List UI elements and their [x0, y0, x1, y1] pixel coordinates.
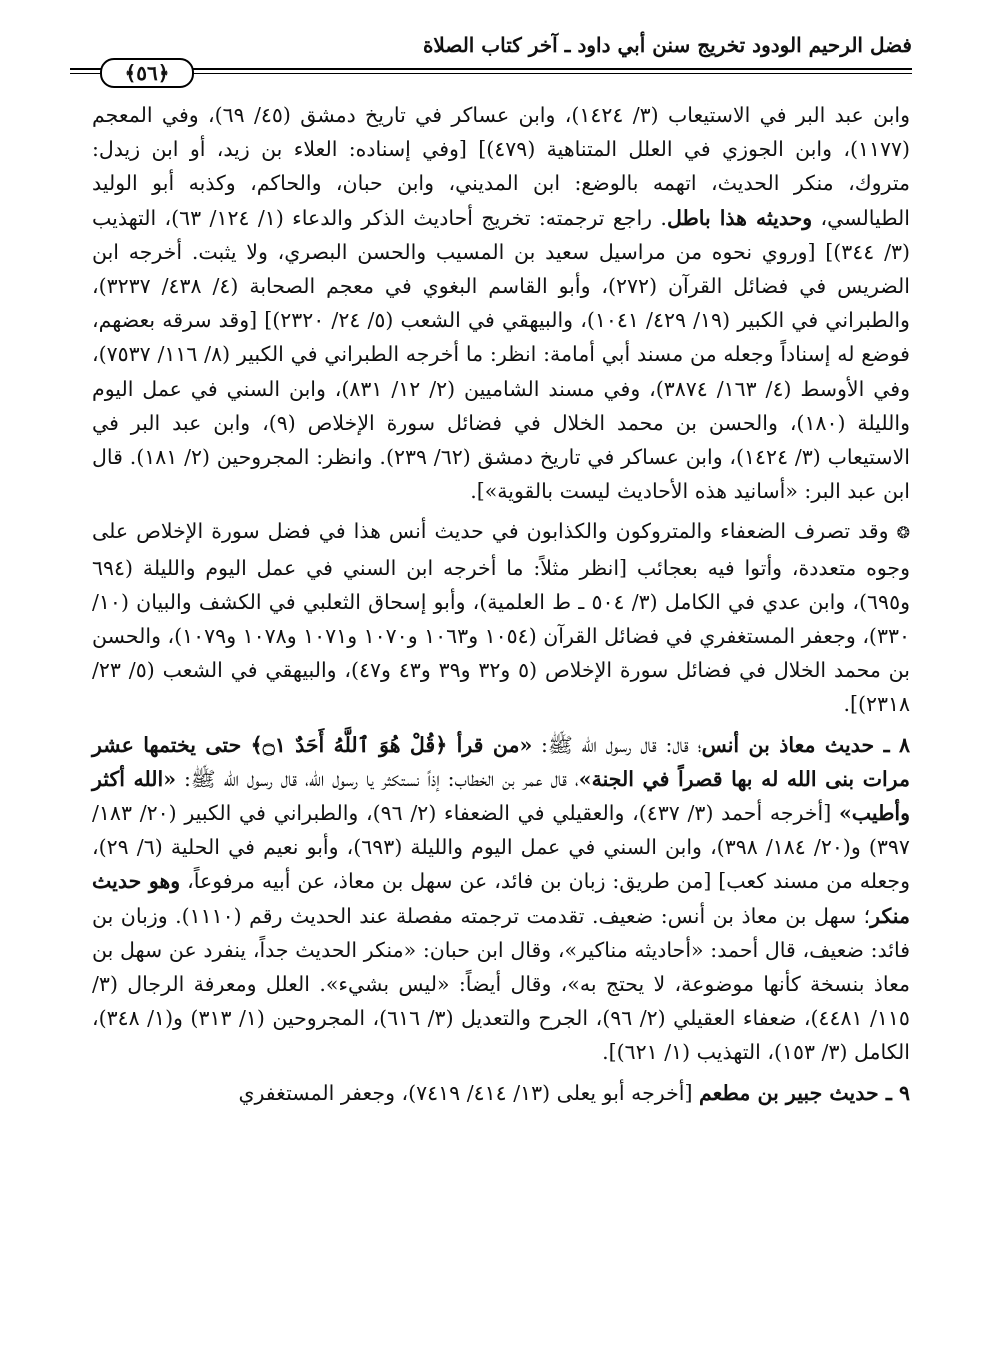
running-title: فضل الرحيم الودود تخريج سنن أبي داود ـ آخر كتاب الصلاة: [422, 33, 912, 57]
main-text: [92, 98, 910, 1116]
header-rule-thin: [70, 73, 912, 74]
paragraph-hadith-9: ٩ ـ حديث جبير بن مطعم [أخرجه أبو يعلى (١٣/ ٤١٤/ ٧٤١٩)، وجعفر المستغفري: [238, 1080, 910, 1105]
page-number: ﴿٥٦﴾: [100, 58, 194, 88]
paragraph-takhrij-anas: وابن عبد البر في الاستيعاب (٣/ ١٤٢٤)، وابن عساكر في تاريخ دمشق (٤٥/ ٦٩)، وفي المعجم (١١٧٧)، وابن الجوزي في العلل المتناهية (٤٧٩)] [وفي إسناده: العلاء بن زيد، أو ابن زيدل: متروك، منكر الحديث، اتهمه بالوضع: ابن المديني، وابن حبان، والحاكم، وكذبه أبو الوليد الطيالسي، وحديثه هذا باطل. راجع ترجمته: تخريج أحاديث الذكر والدعاء (١/ ١٢٤/ ٦٣)، التهذيب (٣/ ٣٤٤)] [وروي نحوه من مراسيل سعيد بن المسيب والحسن البصري، ولا يثبت. أخرجه ابن الضريس في فضائل القرآن (٢٧٢)، وأبو القاسم البغوي في معجم الصحابة (٤/ ٤٣٨/ ٣٢٣٧)، والطبراني في الكبير (١٩/ ٤٢٩/ ١٠٤١)، والبيهقي في الشعب (٥/ ٢٤/ ٢٣٢٠)] [وقد سرقه بعضهم، فوضع له إسناداً وجعله من مسند أبي أمامة: انظر: ما أخرجه الطبراني في الكبير (٨/ ١١٦/ ٧٥٣٧)، وفي الأوسط (٤/ ١٦٣/ ٣٨٧٤)، وفي مسند الشاميين (٢/ ١٢/ ٨٣١)، وابن السني في عمل اليوم والليلة (١٨٠)، والحسن بن محمد الخلال في فضائل سورة الإخلاص (٩)، وابن عبد البر في الاستيعاب (٣/ ١٤٢٤)، وابن عساكر في تاريخ دمشق (٦٢/ ٢٣٩). وانظر: المجروحين (٢/ ١٨١). قال ابن عبد البر: «أسانيد هذه الأحاديث ليست بالقوية»].: [92, 103, 911, 504]
paragraph-hadith-8: ٨ ـ حديث معاذ بن أنس؛ قال: قال رسول الله ﷺ: «من قرأ ﴿قُلْ هُوَ ٱللَّهُ أَحَدٌ ۝١﴾ حتى يختمها عشر مرات بنى الله له بها قصراً في الجنة»، قال عمر بن الخطاب: إذاً نستكثر يا رسول الله، قال رسول الله ﷺ: «الله أكثر وأطيب» [أخرجه أحمد (٣/ ٤٣٧)، والعقيلي في الضعفاء (٢/ ٩٦)، والطبراني في الكبير (٢٠/ ١٨٣/ ٣٩٧) و(٢٠/ ١٨٤/ ٣٩٨)، وابن السني في عمل اليوم والليلة (٦٩٣)، وأبو نعيم في الحلية (٦/ ٢٩)، وجعله من مسند كعب] [من طريق: زبان بن فائد، عن سهل بن معاذ، عن أبيه مرفوعاً، وهو حديث منكر؛ سهل بن معاذ بن أنس: ضعيف. تقدمت ترجمته مفصلة عند الحديث رقم (١١١٠). وزبان بن فائد: ضعيف، قال أحمد: «أحاديثه مناكير»، وقال ابن حبان: «منكر الحديث جداً، ينفرد عن سهل بن معاذ بنسخة كأنها موضوعة، لا يحتج به»، وقال أيضاً: «ليس بشيء». العلل ومعرفة الرجال (٣/ ١١٥/ ٤٤٨١)، ضعفاء العقيلي (٢/ ٩٦)، الجرح والتعديل (٣/ ٦١٦)، المجروحين (١/ ٣١٣) و(١/ ٣٤٨)، الكامل (٣/ ١٥٣)، التهذيب (١/ ٦٢١)].: [92, 732, 911, 1065]
bullet-icon: ❂: [896, 523, 910, 543]
header-rule: [70, 68, 912, 70]
running-header: [70, 30, 912, 90]
paragraph-note: ❂ وقد تصرف الضعفاء والمتروكون والكذابون في حديث أنس هذا في فضل سورة الإخلاص على وجوه متعددة، وأتوا فيه بعجائب [انظر مثلاً: ما أخرجه ابن السني في عمل اليوم والليلة (٦٩٤ و٦٩٥)، وابن عدي في الكامل (٣/ ٥٠٤ ـ ط العلمية)، وأبو إسحاق الثعلبي في الكشف والبيان (١٠/ ٣٣٠)، وجعفر المستغفري في فضائل القرآن (١٠٥٤ و١٠٦٣ و١٠٧٠ و١٠٧١ و١٠٧٨ و١٠٧٩)، والحسن بن محمد الخلال في فضائل سورة الإخلاص (٥ و٣٢ و٣٩ و٤٣ و٤٧)، والبيهقي في الشعب (٥/ ٢٣/ ٢٣١٨)].: [92, 519, 910, 717]
